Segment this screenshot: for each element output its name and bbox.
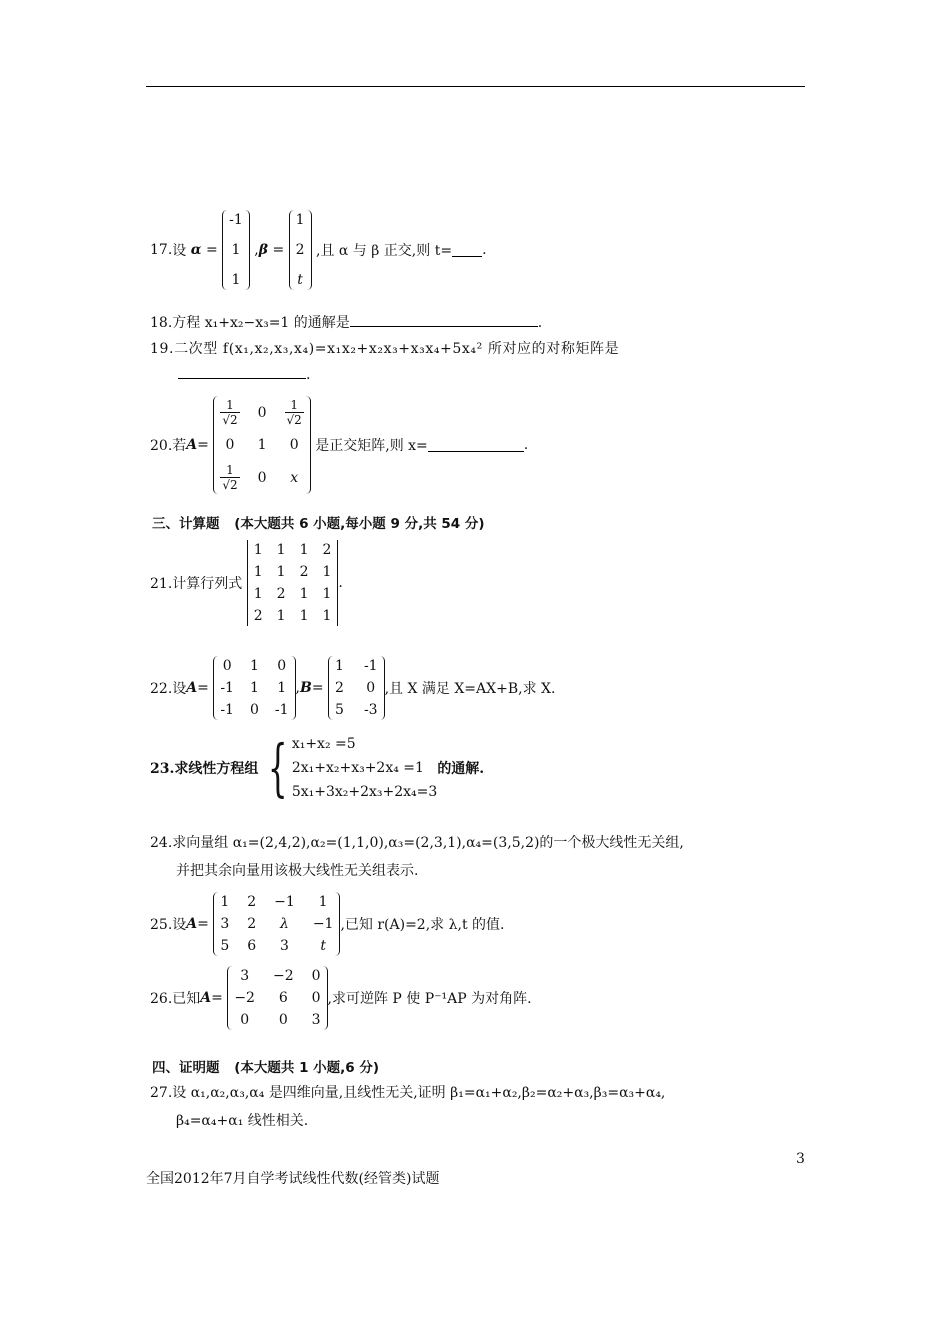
matrix-entry: $\frac{1}{√2}$	[286, 398, 302, 427]
matrix-entry: 0	[311, 990, 321, 1006]
answer-blank	[428, 439, 524, 452]
q20-end: .	[523, 437, 529, 453]
section-3-heading	[152, 512, 485, 532]
matrix-entry: 2	[335, 680, 344, 696]
matrix-A-symbol: A	[186, 437, 198, 453]
matrix-entry: 0	[240, 1012, 250, 1028]
matrix-entry: −2	[234, 990, 255, 1006]
matrix-entry: -1	[220, 702, 234, 718]
equals-sign: =	[197, 680, 209, 696]
matrix-entry: 0	[249, 702, 259, 718]
matrix-entry: 3	[240, 968, 250, 984]
matrix-entry: 1	[220, 894, 230, 910]
matrix-entry: 0	[257, 404, 267, 421]
matrix-A	[213, 656, 295, 720]
equals-sign: =	[197, 437, 209, 453]
determinant	[247, 540, 339, 626]
matrix-entry: 1	[318, 894, 328, 910]
equals-sign: =	[205, 242, 218, 258]
q19-text: 19.二次型 f(x₁,x₂,x₃,x₄)=x₁x₂+x₂x₃+x₃x₄+5x₄² 所对应的对称矩阵是	[150, 341, 620, 357]
left-brace: {	[268, 731, 288, 804]
q19-end: .	[306, 367, 311, 383]
question-20	[150, 396, 528, 494]
equation-line: 2x₁+x₂+x₃+2x₄ =1	[291, 760, 424, 776]
section-title: 三、计算题	[152, 516, 220, 532]
matrix-entry: 1	[335, 658, 344, 674]
q17-number: 17.	[150, 242, 173, 258]
det-entry: 2	[253, 608, 263, 624]
matrix-entry: t	[320, 938, 326, 954]
beta-vector	[289, 210, 312, 290]
question-21	[150, 540, 343, 626]
det-entry: 1	[276, 608, 286, 624]
question-27	[150, 1082, 665, 1130]
matrix-entry: −1	[274, 894, 295, 910]
matrix-entry: 1	[249, 658, 259, 674]
matrix-entry: 0	[225, 437, 235, 453]
q17-end: .	[482, 242, 487, 258]
matrix-entry: -1	[274, 702, 289, 718]
q24-line-2: 并把其余向量用该极大线性无关组表示.	[176, 863, 419, 879]
alpha-symbol: α	[190, 242, 202, 258]
matrix-entry: 0	[222, 658, 232, 674]
q17-lead: 设	[172, 243, 187, 259]
question-25	[150, 892, 504, 956]
beta-entry: 2	[295, 242, 305, 258]
det-entry: 1	[299, 542, 309, 558]
beta-entry: 1	[295, 212, 305, 228]
matrix-entry: 0	[257, 469, 267, 486]
answer-blank	[178, 366, 306, 379]
matrix-entry: 2	[247, 894, 257, 910]
question-23	[150, 732, 484, 804]
matrix-entry: $\frac{1}{√2}$	[222, 398, 238, 427]
equals-sign: =	[311, 680, 324, 696]
matrix-entry: 6	[278, 990, 288, 1006]
question-24	[150, 832, 684, 880]
matrix-entry: −1	[312, 916, 334, 932]
q18-text: 18.方程 x₁+x₂−x₃=1 的通解是	[150, 315, 350, 331]
matrix-B	[328, 656, 385, 720]
q25-lead: 25.设	[150, 917, 187, 933]
q23-tail: 的通解.	[437, 761, 485, 777]
page-number: 3	[796, 1151, 805, 1167]
q20-lead: 20.若	[150, 438, 187, 454]
matrix-entry: 3	[311, 1012, 321, 1028]
section-title: 四、证明题	[152, 1060, 220, 1076]
det-entry: 1	[322, 608, 332, 624]
footer-caption: 全国2012年7月自学考试线性代数(经管类)试题	[146, 1171, 440, 1187]
matrix-B-symbol: B	[299, 680, 312, 696]
matrix-entry: 5	[335, 702, 344, 718]
det-entry: 1	[253, 542, 263, 558]
answer-blank	[452, 244, 482, 257]
matrix-A	[213, 892, 340, 956]
q26-tail: ,求可逆阵 P 使 P⁻¹AP 为对角阵.	[327, 991, 532, 1007]
alpha-entry: 1	[231, 272, 241, 288]
matrix-entry: 2	[247, 916, 257, 932]
q21-end: .	[338, 575, 343, 591]
matrix-entry: -1	[363, 658, 378, 674]
q25-tail: ,已知 r(A)=2,求 λ,t 的值.	[340, 917, 505, 933]
answer-blank	[350, 314, 538, 327]
question-22	[150, 656, 555, 720]
equals-sign: =	[272, 242, 285, 258]
matrix-entry: λ	[280, 916, 289, 932]
det-entry: 2	[299, 564, 309, 580]
matrix-entry: −2	[272, 968, 294, 984]
matrix-entry: 1	[277, 680, 287, 696]
matrix-entry: 0	[289, 437, 299, 453]
matrix-entry: 3	[280, 938, 289, 954]
matrix-entry: 1	[249, 680, 259, 696]
det-entry: 1	[322, 586, 332, 602]
section-note: (本大题共 6 小题,每小题 9 分,共 54 分)	[234, 516, 485, 532]
matrix-A-symbol: A	[186, 916, 198, 932]
equation-line: x₁+x₂ =5	[291, 736, 356, 752]
matrix-entry: 0	[311, 968, 321, 984]
matrix-entry: -3	[363, 702, 378, 718]
matrix-A	[227, 966, 327, 1030]
section-4-heading	[152, 1056, 379, 1076]
q18-end: .	[537, 315, 543, 331]
q23-lead: 23.求线性方程组	[150, 761, 259, 777]
q24-line-1: 24.求向量组 α₁=(2,4,2),α₂=(1,1,0),α₃=(2,3,1),α₄=(3,5,2)的一个极大线性无关组,	[150, 835, 684, 851]
matrix-entry: 3	[220, 916, 230, 932]
header-rule	[146, 86, 805, 87]
det-entry: 2	[276, 586, 286, 602]
q22-tail: ,且 X 满足 X=AX+B,求 X.	[384, 681, 556, 697]
beta-entry: t	[297, 272, 303, 288]
q27-line-1: 27.设 α₁,α₂,α₃,α₄ 是四维向量,且线性无关,证明 β₁=α₁+α₂,β₂=α₂+α₃,β₃=α₃+α₄,	[150, 1085, 666, 1101]
q21-text: 21.计算行列式	[150, 576, 243, 592]
alpha-entry: -1	[229, 212, 243, 228]
matrix-entry: 0	[278, 1012, 288, 1028]
question-17: 17.设 α = -1 1 1 ,β = 1 2 t ,且 α 与 β 正交,则 t= .	[150, 212, 487, 288]
equals-sign: =	[197, 916, 209, 932]
det-entry: 1	[253, 564, 263, 580]
matrix-entry: $\frac{1}{√2}$	[222, 463, 238, 492]
equation-system	[292, 732, 438, 804]
det-entry: 2	[322, 542, 332, 558]
question-19-answer	[178, 366, 310, 383]
comma: ,	[295, 680, 300, 696]
q27-line-2: β₄=α₄+α₁ 线性相关.	[176, 1113, 309, 1129]
q22-lead: 22.设	[150, 681, 187, 697]
q26-lead: 26.已知	[150, 991, 201, 1007]
matrix-A-symbol: A	[200, 990, 212, 1006]
matrix-entry: 5	[220, 938, 230, 954]
matrix-entry: x	[290, 469, 299, 486]
matrix-entry: -1	[220, 680, 234, 696]
equals-sign: =	[211, 990, 223, 1006]
matrix-entry: 1	[257, 437, 267, 453]
q20-tail: 是正交矩阵,则 x=	[315, 438, 428, 454]
question-26	[150, 966, 532, 1030]
det-entry: 1	[299, 586, 309, 602]
q17-tail: ,且 α 与 β 正交,则 t=	[316, 243, 453, 259]
det-entry: 1	[299, 608, 309, 624]
question-19	[150, 338, 619, 358]
det-entry: 1	[322, 564, 332, 580]
beta-symbol: β	[258, 242, 268, 258]
equation-line: 5x₁+3x₂+2x₃+2x₄=3	[291, 784, 438, 800]
alpha-vector	[222, 210, 250, 290]
det-entry: 1	[276, 564, 286, 580]
matrix-A-symbol: A	[186, 680, 198, 696]
matrix-entry: 0	[277, 658, 287, 674]
det-entry: 1	[276, 542, 286, 558]
matrix-entry: 0	[366, 680, 376, 696]
orthogonal-matrix	[213, 396, 310, 494]
det-entry: 1	[253, 586, 263, 602]
alpha-entry: 1	[231, 242, 241, 258]
question-18	[150, 312, 542, 332]
section-note: (本大题共 1 小题,6 分)	[234, 1060, 380, 1076]
matrix-entry: 6	[247, 938, 257, 954]
